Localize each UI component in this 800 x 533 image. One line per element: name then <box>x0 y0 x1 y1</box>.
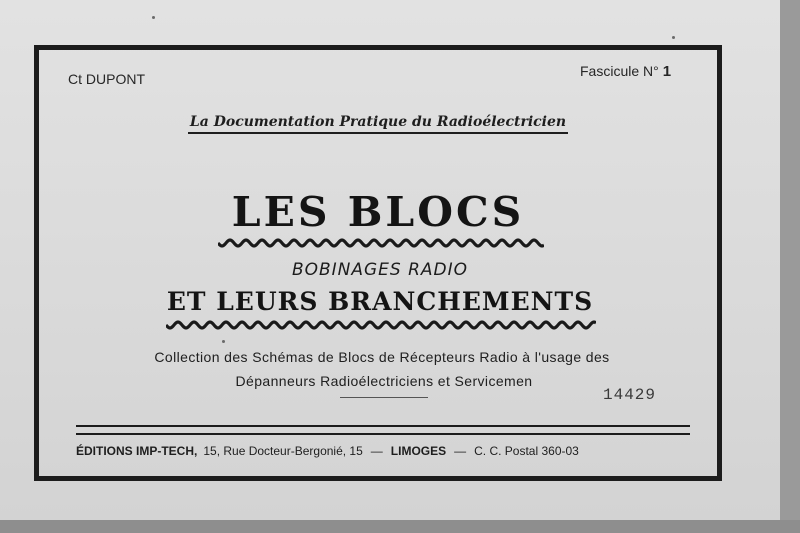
main-title: LES BLOCS <box>231 188 525 236</box>
fascicule-label: Fascicule N° <box>580 63 659 79</box>
secondary-title: ET LEURS BRANCHEMENTS <box>166 287 594 316</box>
subtitle: BOBINAGES RADIO <box>291 260 469 280</box>
series-title <box>0 111 756 130</box>
publisher-separator: — <box>454 444 467 458</box>
author: Ct DUPONT <box>68 71 145 87</box>
scan-background <box>0 520 800 533</box>
title-wave-underline <box>218 236 544 250</box>
publisher-city: LIMOGES <box>390 444 447 458</box>
secondary-title-wave-underline <box>166 318 596 332</box>
fascicule-value: 1 <box>662 63 672 80</box>
catalog-number: 14429 <box>603 386 657 404</box>
publisher-name: ÉDITIONS IMP-TECH, <box>76 444 198 458</box>
footer-rule-bottom <box>76 433 690 435</box>
print-speck <box>222 340 225 343</box>
footer-rule-top <box>76 425 690 427</box>
publisher-separator: — <box>370 444 383 458</box>
print-speck <box>152 16 155 19</box>
description-line-2: Dépanneurs Radioélectriciens et Servicemen <box>235 373 533 389</box>
fascicule-number <box>580 63 671 80</box>
publisher-address: 15, Rue Docteur-Bergonié, 15 <box>203 444 363 458</box>
series-title-text: La Documentation Pratique du Radioélectricien <box>188 114 568 134</box>
print-speck <box>672 36 675 39</box>
publisher-postal: C. C. Postal 360-03 <box>474 444 579 458</box>
description-line-1: Collection des Schémas de Blocs de Récepteurs Radio à l'usage des <box>154 349 610 365</box>
publisher-line <box>76 444 579 458</box>
description-rule <box>340 397 428 398</box>
